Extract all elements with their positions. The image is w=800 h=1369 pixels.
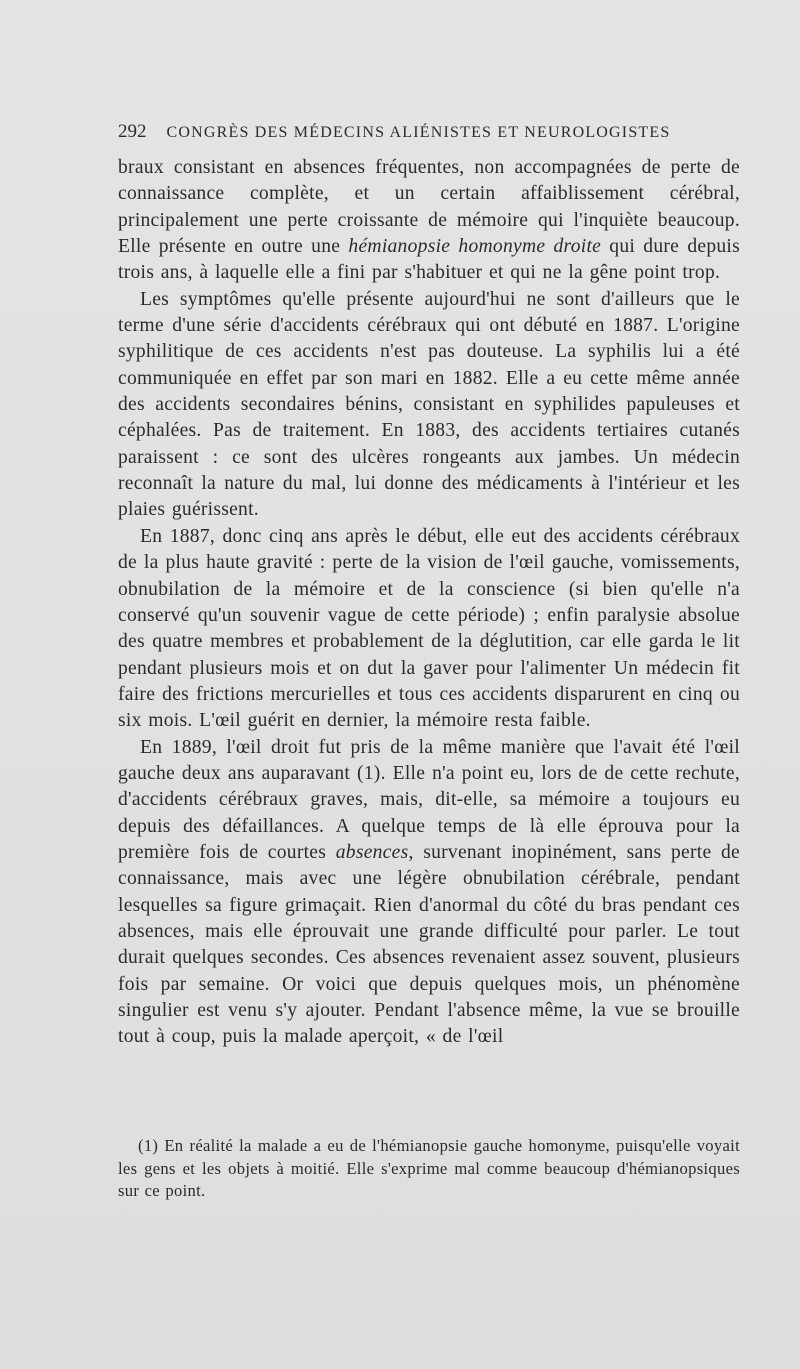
footnote — [118, 1135, 740, 1203]
paragraph-2: Les symptômes qu'elle présente aujourd'hui ne sont d'ailleurs que le terme d'une série d'accidents cérébraux qui ont débuté en 1887. L'origine syphilitique de ces accidents n'est pas douteuse. La syphilis lui a été communiquée en effet par son mari en 1882. Elle a eu cette même année des accidents secondaires bénins, consistant en syphilides papuleuses et céphalées. Pas de traitement. En 1883, des accidents tertiaires cutanés paraissent : ce sont des ulcères rongeants aux jambes. Un médecin reconnaît la nature du mal, lui donne des médicaments à l'intérieur et les plaies guérissent. — [118, 288, 740, 521]
body-text — [118, 155, 740, 1051]
running-title: CONGRÈS DES MÉDECINS ALIÉNISTES ET NEUROLOGISTES — [166, 124, 671, 141]
paragraph-1-part-b: qui dure depuis trois ans, à laquelle elle a fini par s'habituer et qui ne la gêne point trop. — [118, 236, 740, 284]
paragraph-4-emphasis: absences — [335, 841, 409, 863]
paragraph-1-emphasis: hémianopsie homonyme droite — [348, 236, 602, 258]
paragraph-4 — [118, 735, 740, 1051]
footnote-text: (1) En réalité la malade a eu de l'hémianopsie gauche homonyme, puisqu'elle voyait les gens et les objets à moitié. Elle s'exprime mal comme beaucoup d'hémianopsiques sur ce point. — [118, 1136, 740, 1200]
page-number: 292 — [118, 121, 147, 142]
running-head — [118, 121, 738, 151]
paragraph-4-part-a: En 1889, l'œil droit fut pris de la même manière que l'avait été l'œil gauche deux ans auparavant (1). Elle n'a point eu, lors de de cette rechute, d'accidents cérébraux graves, mais, dit-elle, sa mémoire a toujours eu depuis des défaillances. A quelque temps de là elle éprouva pour la première fois de courtes — [118, 736, 740, 863]
paragraph-4-part-b: , survenant inopinément, sans perte de connaissance, mais avec une légère obnubilation cérébrale, pendant lesquelles sa figure grimaçait. Rien d'anormal du côté du bras pendant ces absences, mais elle éprouvait une grande difficulté pour parler. Le tout durait quelques secondes. Ces absences revenaient assez souvent, plusieurs fois par semaine. Or voici que depuis quelques mois, un phénomène singulier est venu s'y ajouter. Pendant l'absence même, la vue se brouille tout à coup, puis la malade aperçoit, « de l'œil — [118, 841, 740, 1048]
paragraph-1-part-a: braux consistant en absences fréquentes, non accompagnées de perte de connaissance complète, et un certain affaiblissement cérébral, principalement une perte croissante de mémoire qui l'inquiète beaucoup. Elle présente en outre une — [118, 157, 740, 258]
paragraph-3: En 1887, donc cinq ans après le début, elle eut des accidents cérébraux de la plus haute gravité : perte de la vision de l'œil gauche, vomissements, obnubilation de la mémoire et de la conscience (si bien qu'elle n'a conservé qu'un souvenir vague de cette période) ; enfin paralysie absolue des quatre membres et probablement de la déglutition, car elle garda le lit pendant plusieurs mois et on dut la gaver pour l'alimenter Un médecin fit faire des frictions mercurielles et tous ces accidents disparurent en cinq ou six mois. L'œil guérit en dernier, la mémoire resta faible. — [118, 525, 740, 732]
paragraph-1 — [118, 155, 740, 287]
